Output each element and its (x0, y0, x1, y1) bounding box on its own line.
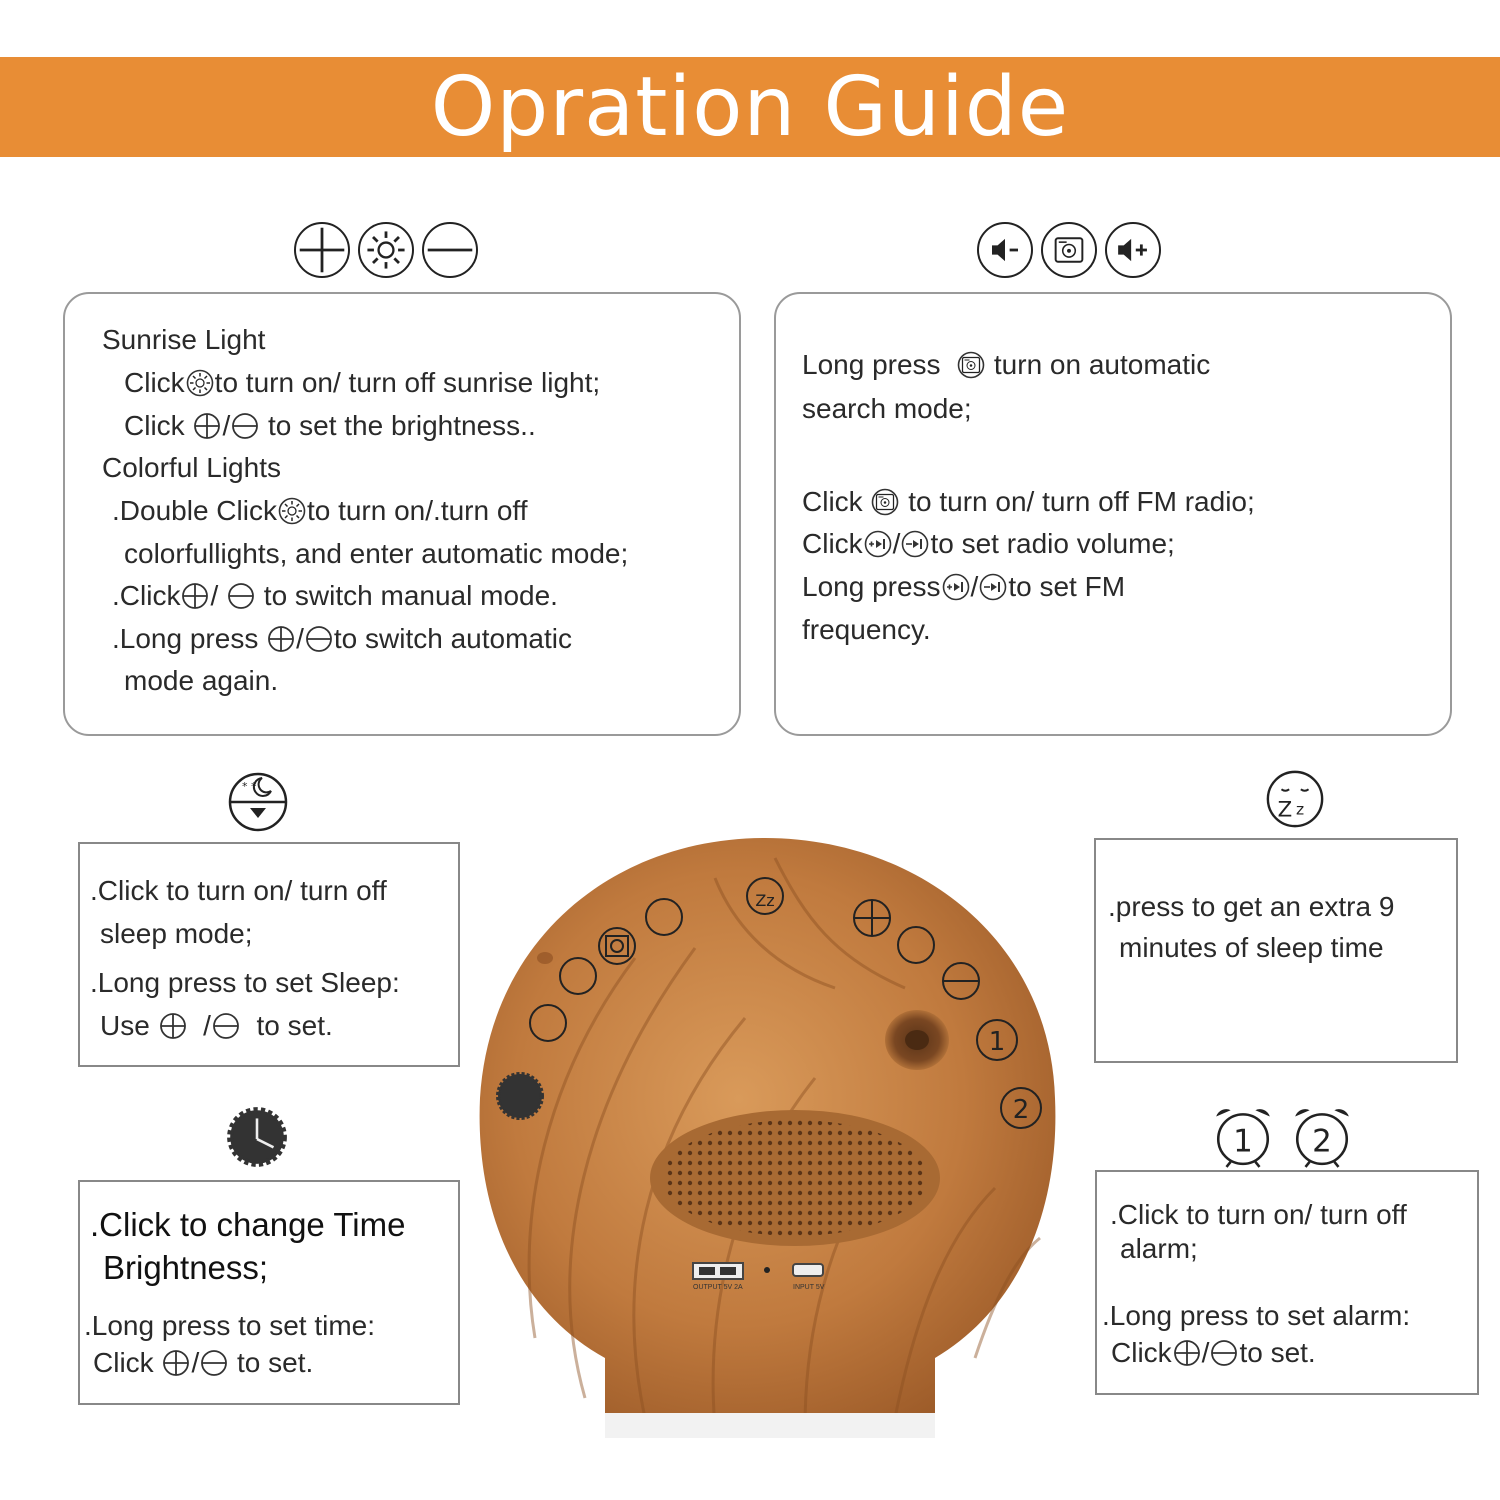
alarm-line-3: .Long press to set alarm: (1102, 1300, 1411, 1331)
radio-line-1: Long press turn on automatic (802, 349, 1211, 380)
snooze-icon (1264, 768, 1326, 830)
colorful-line-3: .Click / to switch manual mode. (112, 580, 558, 611)
alarm-line-4: Click / to set. (1111, 1337, 1316, 1368)
time-line-1: .Click to change Time (90, 1206, 406, 1243)
radio-icon (871, 488, 899, 516)
time-line-2: Brightness; (103, 1249, 269, 1286)
volume-down-icon (977, 222, 1033, 278)
output-port-label: OUTPUT 5V 2A (693, 1284, 743, 1291)
light-icon-row (294, 222, 478, 278)
radio-line-3: Click to turn on/ turn off FM radio; (802, 486, 1255, 517)
minus-icon (212, 1012, 240, 1040)
minus-icon (227, 582, 255, 610)
sun-icon (186, 369, 214, 397)
volume-up-icon (1105, 222, 1161, 278)
sleep-mode-icon (226, 768, 290, 832)
minus-icon (305, 625, 333, 653)
radio-line-6: frequency. (802, 614, 931, 645)
volume-up-icon (942, 573, 970, 601)
sunrise-line-2: Click / to set the brightness.. (124, 410, 536, 441)
plus-icon (294, 222, 350, 278)
plus-icon (181, 582, 209, 610)
volume-down-icon (901, 530, 929, 558)
sun-icon (358, 222, 414, 278)
page-title: Opration Guide (430, 59, 1070, 155)
radio-icon (957, 351, 985, 379)
sunrise-heading: Sunrise Light (102, 324, 266, 355)
minus-icon (1210, 1339, 1238, 1367)
alarm-line-1: .Click to turn on/ turn off (1110, 1199, 1407, 1230)
sunrise-line-1: Click to turn on/ turn off sunrise light; (124, 367, 601, 398)
snooze-line-1: .press to get an extra 9 (1108, 891, 1395, 922)
snooze-line-2: minutes of sleep time (1119, 932, 1384, 963)
colorful-line-1: .Double Click to turn on/.turn off (112, 495, 528, 526)
sleep-line-1: .Click to turn on/ turn off (90, 875, 387, 906)
minus-icon (422, 222, 478, 278)
radio-icon (1041, 222, 1097, 278)
device-illustration (475, 838, 1060, 1438)
colorful-line-2: colorfullights, and enter automatic mode; (124, 538, 629, 569)
micro-input-port (793, 1264, 823, 1276)
colorful-line-5: mode again. (124, 665, 279, 696)
alarm-2-icon (1289, 1102, 1355, 1168)
time-button (498, 1074, 542, 1118)
plus-icon (159, 1012, 187, 1040)
radio-line-5: Long press / to set FM (802, 571, 1126, 602)
brightness-gear-icon (224, 1104, 290, 1170)
time-line-3: .Long press to set time: (84, 1310, 376, 1341)
svg-text:2: 2 (1012, 1095, 1030, 1125)
sun-icon (278, 497, 306, 525)
minus-icon (200, 1349, 228, 1377)
sleep-line-3: .Long press to set Sleep: (90, 967, 400, 998)
alarm-line-2: alarm; (1120, 1233, 1198, 1264)
plus-icon (162, 1349, 190, 1377)
title-banner (0, 57, 1500, 157)
radio-line-2: search mode; (802, 393, 972, 424)
sleep-line-4: Use / to set. (100, 1010, 333, 1041)
svg-text:1: 1 (988, 1027, 1006, 1057)
sleep-line-2: sleep mode; (100, 918, 253, 949)
plus-icon (1173, 1339, 1201, 1367)
colorful-heading: Colorful Lights (102, 452, 281, 483)
alarm-1-icon (1210, 1102, 1276, 1168)
minus-icon (231, 412, 259, 440)
volume-down-icon (979, 573, 1007, 601)
plus-icon (193, 412, 221, 440)
volume-up-icon (864, 530, 892, 558)
radio-icon-row (977, 222, 1161, 278)
svg-text:Zz: Zz (755, 891, 775, 910)
input-port-label: INPUT 5V (793, 1284, 825, 1291)
plus-icon (267, 625, 295, 653)
colorful-line-4: .Long press / to switch automatic (112, 623, 572, 654)
time-line-4: Click / to set. (93, 1347, 314, 1378)
radio-line-4: Click / to set radio volume; (802, 528, 1175, 559)
